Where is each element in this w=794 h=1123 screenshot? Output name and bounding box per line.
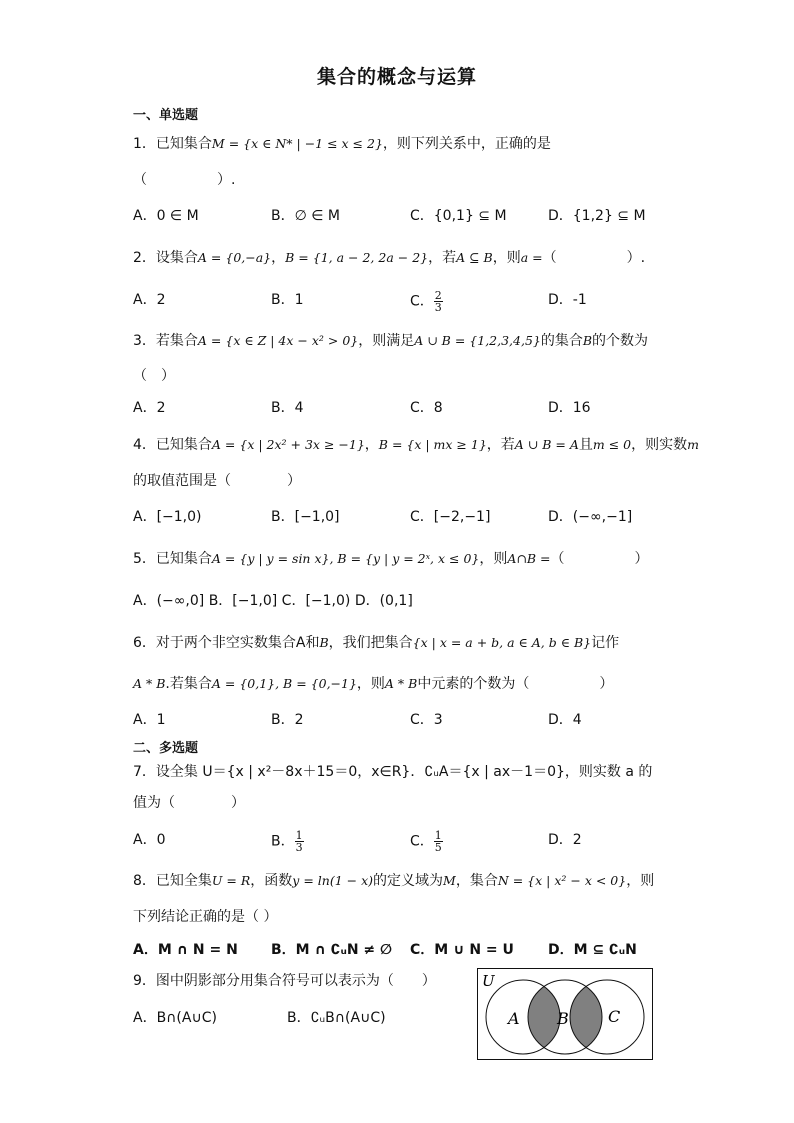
q1-math: M = {x ∈ N* | −1 ≤ x ≤ 2} (211, 136, 383, 151)
q7-option-c-denominator: 5 (434, 841, 442, 854)
q4-mid: ， (364, 437, 379, 453)
q8-prefix: 8．已知全集 (133, 873, 212, 889)
q2-option-c-numerator: 2 (434, 289, 442, 302)
q8-math-4: N = {x | x² − x < 0} (497, 873, 627, 888)
q6-suffix: 记作 (591, 635, 620, 651)
question-3-blank: （ ） (133, 368, 175, 384)
q4-math-5: m (687, 437, 699, 452)
label-a: A (508, 1009, 520, 1028)
q8-math-3: M (443, 873, 456, 888)
q1-option-a: A．0 ∈ M (133, 208, 199, 224)
q6-line2-math-2: A = {0,1}, B = {0,−1} (211, 676, 357, 691)
q3-math-2: A ∪ B = {1,2,3,4,5} (414, 333, 541, 348)
question-8-line-2: 下列结论正确的是（ ） (133, 909, 278, 925)
question-2-stem (133, 248, 645, 268)
q4-math-4: m ≤ 0 (592, 437, 632, 452)
q7-option-b (271, 830, 304, 853)
q6-line2-suffix: 中元素的个数为（ ） (417, 676, 614, 692)
question-6-line-2 (133, 674, 613, 694)
q7-option-b-numerator: 1 (295, 829, 303, 842)
question-6-stem (133, 633, 619, 653)
q5-math-1: A = {y | y = sin x}, B = {y | y = 2ˣ, x ≤ 0} (211, 551, 480, 566)
q9-option-b: B．∁ᵤB∩(A∪C) (287, 1010, 386, 1026)
q3-math-3: B (582, 333, 593, 348)
q6-line2-mid-2: ，则 (356, 676, 385, 692)
q7-option-a: A．0 (133, 832, 166, 848)
q8-mid: ，函数 (250, 873, 293, 889)
q7-option-c-label: C． (410, 833, 434, 850)
q6-prefix: 6．对于两个非空实数集合A和 (133, 635, 320, 651)
q4-mid-2: ，若 (486, 437, 515, 453)
question-1-blank: （ ）. (133, 172, 236, 188)
q2-math-4: a = (520, 250, 543, 265)
q2-prefix: 2．设集合 (133, 250, 198, 266)
q5-math-2: A∩B = (507, 551, 551, 566)
q8-option-b: B．M ∩ ∁ᵤN ≠ ∅ (271, 942, 393, 958)
q6-line2-math-3: A * B (384, 676, 418, 691)
q2-math-3: A ⊆ B (456, 250, 493, 265)
question-8-stem (133, 871, 654, 891)
q4-suffix: ，则实数 (631, 437, 688, 453)
q4-math-2: B = {x | mx ≥ 1} (378, 437, 487, 452)
q4-math-3: A ∪ B = A (514, 437, 579, 452)
q5-suffix: （ ） (550, 551, 649, 567)
question-5-stem (133, 549, 649, 569)
q2-mid: ， (271, 250, 286, 266)
q3-option-a: A．2 (133, 400, 166, 416)
q3-prefix: 3．若集合 (133, 333, 198, 349)
q3-option-d: D．16 (548, 400, 591, 416)
q2-option-c-label: C． (410, 293, 434, 310)
q2-option-b: B．1 (271, 292, 304, 308)
section-heading-single-choice: 一、单选题 (133, 108, 199, 123)
q2-option-a: A．2 (133, 292, 166, 308)
q7-option-b-label: B． (271, 833, 295, 850)
q7-option-b-denominator: 3 (295, 841, 303, 854)
q2-option-c-denominator: 3 (434, 301, 442, 314)
q4-option-c: C．[−2,−1] (410, 509, 491, 525)
question-9-stem: 9．图中阴影部分用集合符号可以表示为（ ） (133, 973, 436, 989)
q2-math-2: B = {1, a − 2, 2a − 2} (285, 250, 429, 265)
q2-mid-3: ，则 (492, 250, 521, 266)
q4-math-1: A = {x | 2x² + 3x ≥ −1} (211, 437, 365, 452)
q1-suffix: ，则下列关系中，正确的是 (382, 136, 551, 152)
q8-suffix: ，则 (626, 873, 655, 889)
q6-line2-mid: .若集合 (165, 676, 212, 692)
question-1-stem (133, 134, 551, 154)
page-title: 集合的概念与运算 (316, 66, 477, 88)
q5-mid: ，则 (479, 551, 508, 567)
q1-option-b: B．∅ ∈ M (271, 208, 340, 224)
q4-option-b: B．[−1,0] (271, 509, 340, 525)
q4-option-a: A．[−1,0) (133, 509, 202, 525)
q6-option-b: B．2 (271, 712, 304, 728)
q1-option-d: D．{1,2} ⊆ M (548, 208, 646, 224)
q2-suffix: （ ）. (542, 250, 646, 266)
q2-option-c (410, 290, 443, 313)
q7-option-d: D．2 (548, 832, 582, 848)
q9-option-a: A．B∩(A∪C) (133, 1010, 217, 1026)
q8-mid-3: ，集合 (455, 873, 498, 889)
q6-line2-math-1: A * B (133, 676, 166, 691)
q7-option-c (410, 830, 443, 853)
q2-math-1: A = {0,−a} (197, 250, 272, 265)
q3-mid: ，则满足 (358, 333, 415, 349)
venn-diagram (477, 968, 653, 1060)
question-4-stem (133, 435, 699, 455)
q2-mid-2: ，若 (428, 250, 457, 266)
section-heading-multiple-choice: 二、多选题 (133, 741, 199, 756)
q5-options: A．(−∞,0] B．[−1,0] C．[−1,0) D．(0,1] (133, 593, 413, 609)
q4-mid-3: 且 (578, 437, 593, 453)
q8-option-d: D．M ⊆ ∁ᵤN (548, 942, 637, 958)
q8-mid-2: 的定义域为 (373, 873, 444, 889)
q7-option-c-numerator: 1 (434, 829, 442, 842)
q1-prefix: 1．已知集合 (133, 136, 212, 152)
q2-option-c-fraction (434, 290, 443, 313)
q1-option-c: C．{0,1} ⊆ M (410, 208, 507, 224)
q5-prefix: 5．已知集合 (133, 551, 212, 567)
q2-option-d: D．-1 (548, 292, 587, 308)
q6-mid-0: ，我们把集合 (328, 635, 413, 651)
q6-option-d: D．4 (548, 712, 582, 728)
question-3-stem (133, 331, 648, 351)
q7-option-b-fraction (295, 830, 304, 853)
label-u: U (482, 972, 495, 990)
label-b: B (557, 1009, 569, 1028)
label-c: C (608, 1007, 621, 1026)
q6-math-0: B (319, 635, 329, 650)
q7-option-c-fraction (434, 830, 443, 853)
q3-suffix-2: 的个数为 (592, 333, 649, 349)
q3-option-c: C．8 (410, 400, 443, 416)
q8-math-1: U = R (211, 873, 251, 888)
q3-option-b: B．4 (271, 400, 304, 416)
q3-suffix: 的集合 (540, 333, 583, 349)
q8-option-c: C．M ∪ N = U (410, 942, 514, 958)
q6-option-a: A．1 (133, 712, 166, 728)
question-7-line-2: 值为（ ） (133, 795, 245, 811)
q3-math-1: A = {x ∈ Z | 4x − x² > 0} (197, 333, 359, 348)
q4-option-d: D．(−∞,−1] (548, 509, 633, 525)
question-4-line-2: 的取值范围是（ ） (133, 473, 301, 489)
q8-option-a: A．M ∩ N = N (133, 942, 238, 958)
q6-option-c: C．3 (410, 712, 443, 728)
q8-math-2: y = ln(1 − x) (292, 873, 374, 888)
q4-prefix: 4．已知集合 (133, 437, 212, 453)
question-7-stem: 7．设全集 U＝{x | x²－8x＋15＝0，x∈R}．∁ᵤA＝{x | ax－1＝0}，则实数 a 的 (133, 764, 653, 780)
q6-math-1: {x | x = a + b, a ∈ A, b ∈ B} (412, 635, 592, 650)
